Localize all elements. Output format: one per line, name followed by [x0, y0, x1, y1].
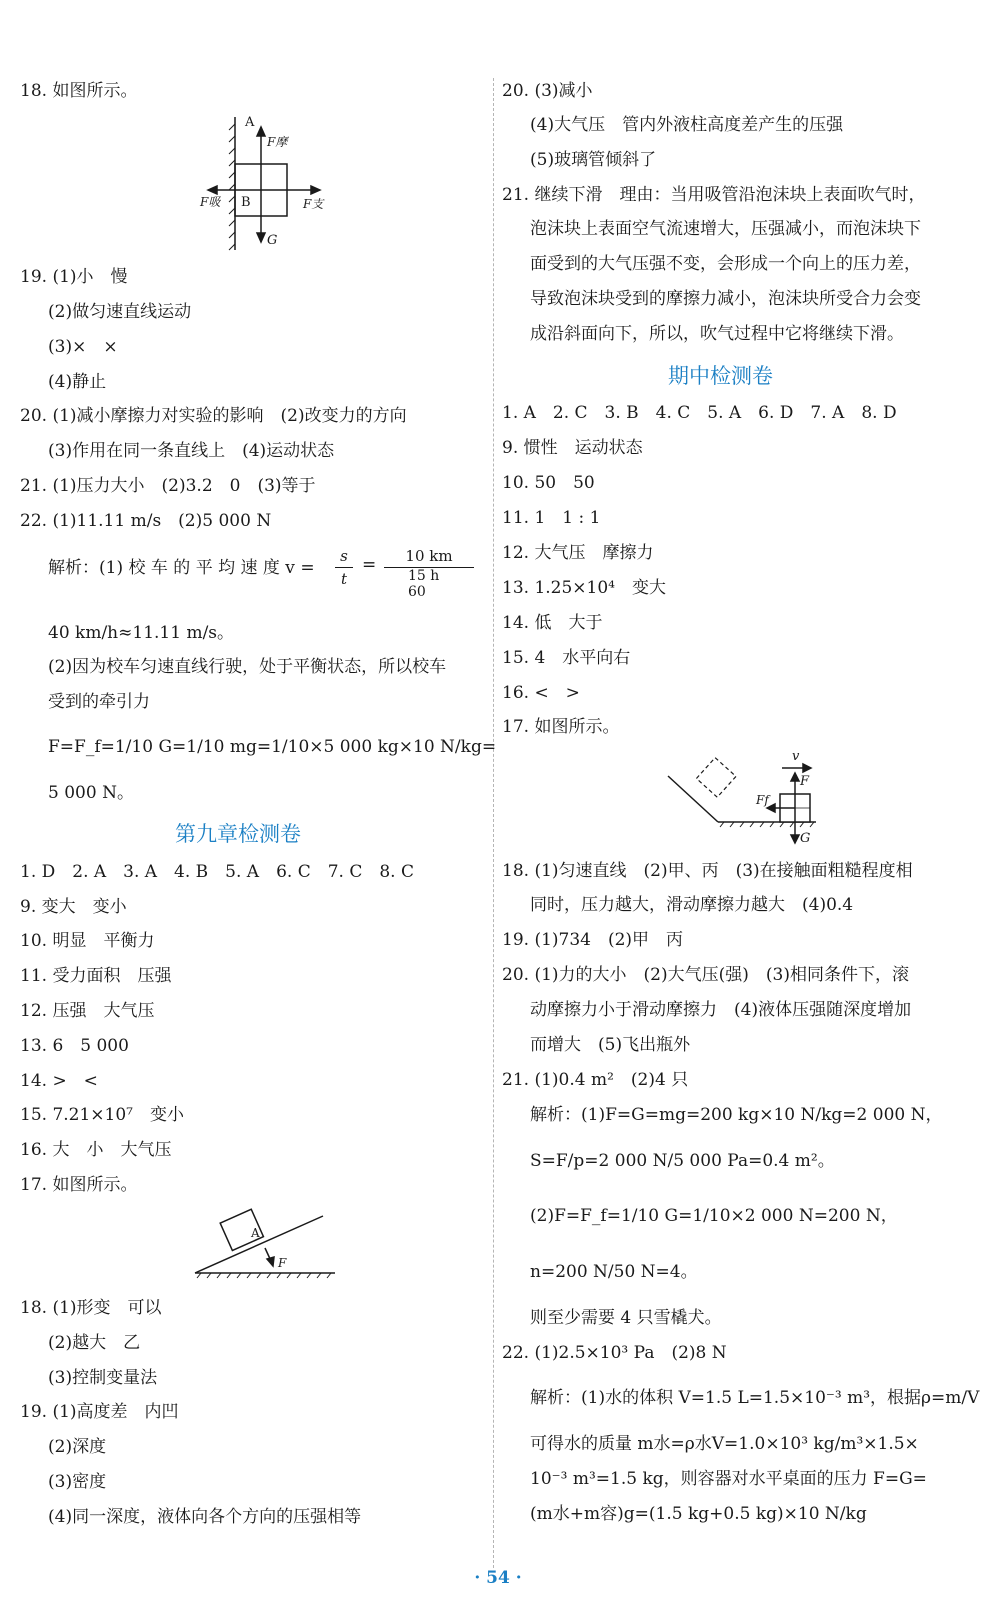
fig17b-label-g: G [800, 831, 811, 846]
answer-line: (5)玻璃管倾斜了 [530, 150, 657, 170]
section-title-chapter9: 第九章检测卷 [175, 822, 301, 846]
answer-line: 同时，压力越大，滑动摩擦力越大 (4)0.4 [530, 895, 854, 915]
fraction-10km: 10 km 15 h 60 [384, 545, 498, 600]
fig18-label-g: G [267, 233, 278, 248]
answer-line: 11. 1 1 : 1 [502, 508, 601, 528]
answer-line: 21. (1)压力大小 (2)3.2 0 (3)等于 [20, 476, 316, 496]
answer-line: 9. 变大 变小 [20, 897, 127, 917]
fig18-label-fx: F吸 [200, 195, 221, 209]
answer-line: 13. 6 5 000 [20, 1036, 129, 1056]
page-number: · 54 · [474, 1568, 522, 1588]
fraction-s-t: s t [335, 545, 353, 590]
column-divider [493, 78, 494, 1568]
figure-18-forces [195, 112, 335, 252]
fig18-label-a: A [245, 115, 255, 130]
answer-line: (2)做匀速直线运动 [48, 302, 192, 322]
answer-line: (4)同一深度，液体向各个方向的压强相等 [48, 1507, 362, 1527]
answer-line: 11. 受力面积 压强 [20, 966, 172, 986]
answer-line: 解析：(1)水的体积 V=1.5 L=1.5×10⁻³ m³，根据ρ=m/V [530, 1388, 980, 1408]
answer-line: 14. > < [20, 1071, 98, 1091]
answer-line: 19. (1)高度差 内凹 [20, 1402, 179, 1422]
answer-line: 则至少需要 4 只雪橇犬。 [530, 1308, 722, 1328]
answer-line: 10. 50 50 [502, 473, 595, 493]
answer-line: 受到的牵引力 [48, 692, 150, 712]
answer-line: 21. (1)0.4 m² (2)4 只 [502, 1070, 689, 1090]
answer-line: 18. (1)形变 可以 [20, 1298, 162, 1318]
answer-line: 19. (1)小 慢 [20, 267, 128, 287]
answer-line: 16. 大 小 大气压 [20, 1140, 172, 1160]
section-title-midterm: 期中检测卷 [668, 364, 773, 388]
answer-line: 19. (1)734 (2)甲 丙 [502, 930, 684, 950]
answer-line: 12. 大气压 摩擦力 [502, 543, 654, 563]
figure-17-moving-block [668, 748, 828, 844]
answer-line: 5 000 N。 [48, 783, 134, 803]
answer-line: n=200 N/50 N=4。 [530, 1262, 698, 1282]
fig17b-label-f: F [800, 774, 810, 789]
answer-line: 10. 明显 平衡力 [20, 931, 155, 951]
answer-line: 可得水的质量 m水=ρ水V=1.0×10³ kg/m³×1.5× [530, 1434, 919, 1454]
answer-line: 而增大 (5)飞出瓶外 [530, 1035, 691, 1055]
answer-line: 14. 低 大于 [502, 613, 603, 633]
answer-line: 成沿斜面向下，所以，吹气过程中它将继续下滑。 [530, 324, 904, 344]
answer-line: 18. 如图所示。 [20, 81, 138, 101]
figure-17-incline [195, 1208, 335, 1283]
answer-line: (2)深度 [48, 1437, 107, 1457]
answer-line: (3)× × [48, 337, 118, 357]
answer-line: 解析：(1)F=G=mg=200 kg×10 N/kg=2 000 N， [530, 1105, 943, 1125]
fig18-label-fz: F支 [303, 197, 324, 211]
answer-line: 15. 4 水平向右 [502, 648, 631, 668]
answer-line: (3)作用在同一条直线上 (4)运动状态 [48, 441, 335, 461]
answer-line: 40 km/h≈11.11 m/s。 [48, 623, 235, 643]
answer-line: 20. (1)力的大小 (2)大气压(强) (3)相同条件下，滚 [502, 965, 909, 985]
fig18-label-ff: F摩 [267, 135, 288, 149]
answer-line: 17. 如图所示。 [20, 1175, 138, 1195]
answer-line: 21. 继续下滑 理由：当用吸管沿泡沫块上表面吹气时， [502, 185, 926, 205]
answer-line: 22. (1)11.11 m/s (2)5 000 N [20, 511, 272, 531]
fig17a-label-f: F [278, 1256, 287, 1270]
answer-line: (2)F=F_f=1/10 G=1/10×2 000 N=200 N， [530, 1206, 898, 1226]
equals-sign: = [362, 555, 377, 575]
answer-line: F=F_f=1/10 G=1/10 mg=1/10×5 000 kg×10 N/kg= [48, 737, 497, 757]
answer-line: 动摩擦力小于滑动摩擦力 (4)液体压强随深度增加 [530, 1000, 912, 1020]
answer-line: 12. 压强 大气压 [20, 1001, 155, 1021]
answer-line: (3)密度 [48, 1472, 107, 1492]
answer-line: (3)控制变量法 [48, 1368, 158, 1388]
fig17b-label-ff: Ff [756, 793, 769, 807]
fig18-label-b: B [241, 195, 251, 210]
answer-line: 20. (3)减小 [502, 81, 593, 101]
answer-line: 17. 如图所示。 [502, 717, 620, 737]
answer-line: 泡沫块上表面空气流速增大，压强减小，而泡沫块下 [530, 219, 921, 239]
answer-line: (4)大气压 管内外液柱高度差产生的压强 [530, 115, 844, 135]
answer-line: (m水+m容)g=(1.5 kg+0.5 kg)×10 N/kg [530, 1504, 867, 1524]
fig17a-label-a: A [251, 1226, 260, 1240]
answer-line: 面受到的大气压强不变，会形成一个向上的压力差， [530, 254, 921, 274]
answer-line: 20. (1)减小摩擦力对实验的影响 (2)改变力的方向 [20, 406, 407, 426]
answer-line: 22. (1)2.5×10³ Pa (2)8 N [502, 1343, 727, 1363]
answer-line: 15. 7.21×10⁷ 变小 [20, 1105, 184, 1125]
answer-line: 导致泡沫块受到的摩擦力减小，泡沫块所受合力会变 [530, 289, 921, 309]
fig17b-label-v: v [792, 749, 800, 764]
answer-line: 10⁻³ m³=1.5 kg，则容器对水平桌面的压力 F=G= [530, 1469, 927, 1489]
answer-line: (2)越大 乙 [48, 1333, 141, 1353]
answer-line: 18. (1)匀速直线 (2)甲、丙 (3)在接触面粗糙程度相 [502, 861, 913, 881]
answer-line: 16. < > [502, 683, 580, 703]
answer-line: (2)因为校车匀速直线行驶，处于平衡状态，所以校车 [48, 657, 447, 677]
answer-line: S=F/p=2 000 N/5 000 Pa=0.4 m²。 [530, 1151, 835, 1171]
answer-line: (4)静止 [48, 372, 107, 392]
answer-line: 9. 惯性 运动状态 [502, 438, 643, 458]
answer-line: 解析：(1) 校 车 的 平 均 速 度 v = [48, 558, 315, 578]
answer-line: 13. 1.25×10⁴ 变大 [502, 578, 666, 598]
answer-line: 1. A 2. C 3. B 4. C 5. A 6. D 7. A 8. D [502, 403, 897, 423]
answer-line: 1. D 2. A 3. A 4. B 5. A 6. C 7. C 8. C [20, 862, 414, 882]
